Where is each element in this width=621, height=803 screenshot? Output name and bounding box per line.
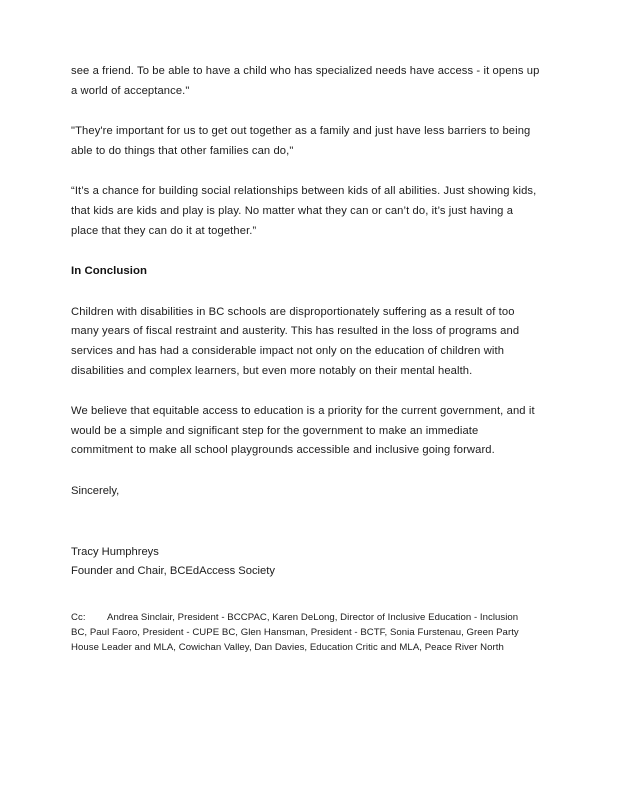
cc-block	[71, 610, 533, 656]
quote-paragraph-2: "They're important for us to get out together as a family and just have less barriers to being able to do things that other families can do,"	[71, 125, 531, 157]
conclusion-paragraph-1: Children with disabilities in BC schools are disproportionately suffering as a result of too many years of fiscal restraint and austerity. This has resulted in the loss of programs and services and has had a considerable impact not only on the education of children with disabilities and complex learners, but even more notably on their mental health.	[71, 305, 520, 377]
cc-recipients: Andrea Sinclair, President - BCCPAC, Karen DeLong, Director of Inclusive Education - Inclusion BC, Paul Faoro, President - CUPE BC, Glen Hansman, President - BCTF, Sonia Furstenau, Green Party House Leader and MLA, Cowichan Valley, Dan Davies, Education Critic and MLA, Peace River North	[71, 611, 519, 654]
conclusion-paragraph-2: We believe that equitable access to education is a priority for the current government, and it would be a simple and significant step for the government to make an immediate commitment to make all school playgrounds accessible and inclusive going forward.	[71, 405, 535, 457]
quote-paragraph-3: “It’s a chance for building social relationships between kids of all abilities. Just showing kids, that kids are kids and play is play. No matter what they can or can’t do, it’s just having a place that they can do it at together.”	[71, 185, 537, 237]
signature-block	[71, 543, 543, 582]
signature-name: Tracy Humphreys	[71, 545, 159, 558]
cc-label: Cc:	[71, 611, 86, 623]
quote-paragraph-1: see a friend. To be able to have a child who has specialized needs have access - it opens up a world of acceptance."	[71, 65, 540, 97]
signoff-text: Sincerely,	[71, 484, 120, 497]
signature-title: Founder and Chair, BCEdAccess Society	[71, 565, 275, 578]
section-heading-in-conclusion: In Conclusion	[71, 265, 148, 278]
document-content	[71, 62, 543, 655]
